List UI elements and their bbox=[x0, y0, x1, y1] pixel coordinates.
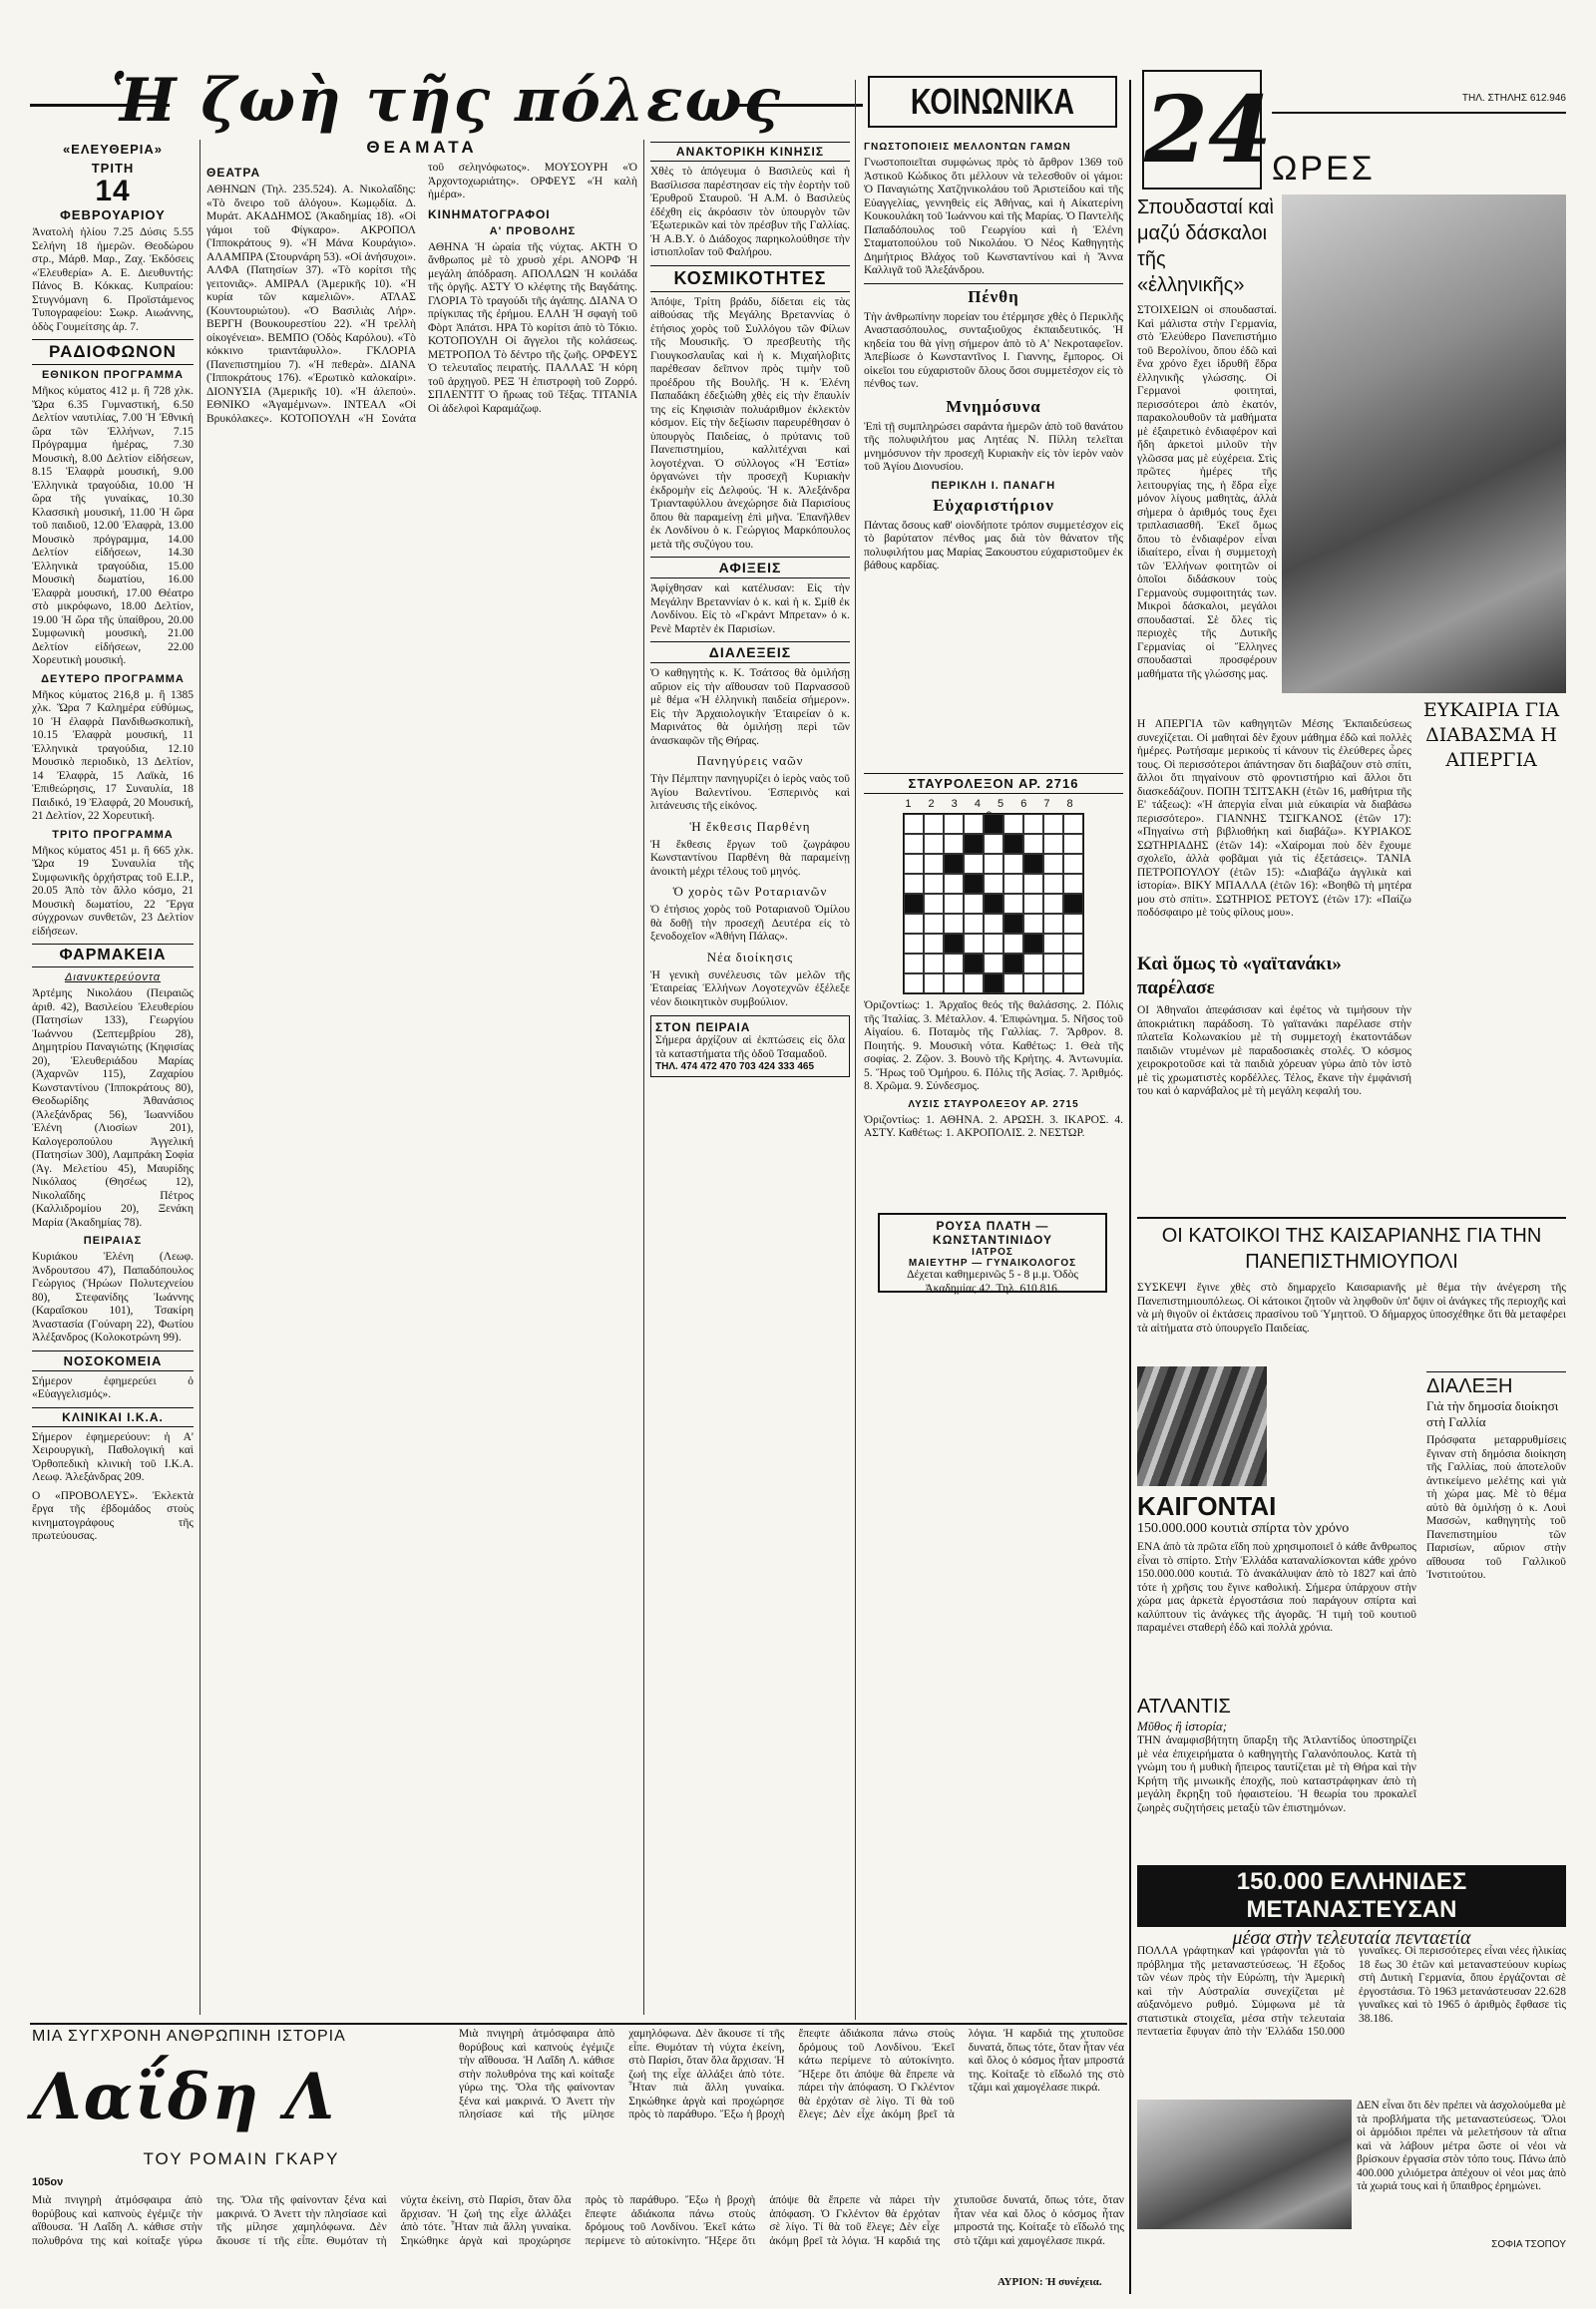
peiraias-ad-city: ΣΤΟΝ ΠΕΙΡΑΙΑ bbox=[655, 1020, 751, 1034]
exhibition-text: Ἡ ἔκθεσις ἔργων τοῦ ζωγράφου Κωνσταντίνου Παρθένη θὰ παραμείνῃ ἀνοικτὴ μέχρι τέλους τοῦ μηνός. bbox=[650, 838, 850, 878]
memorials-text: Ἐπὶ τῇ συμπληρώσει σαράντα ἡμερῶν ἀπὸ τοῦ θανάτου τῆς πολυφιλήτου μας Λητέας Ν. Πίλλη τελεῖται μνημόσυνον τὴν προσεχῆ Κυριακὴν εἰς τὸν ἱερὸν ναὸν τοῦ Ἁγίου Διονυσίου. bbox=[864, 420, 1123, 473]
radio-third-heading: ΤΡΙΤΟ ΠΡΟΓΡΑΜΜΑ bbox=[52, 828, 174, 841]
serial-number bbox=[32, 2176, 92, 2192]
serial-upper-body bbox=[459, 2028, 1124, 2192]
crossword-cell bbox=[984, 874, 1003, 894]
radio-heading: ΡΑΔΙΟΦΩΝΟΝ bbox=[32, 339, 194, 365]
kaisariani-article bbox=[1137, 1282, 1566, 1361]
serial-next-text: ΑΥΡΙΟΝ: Ἡ συνέχεια. bbox=[998, 2276, 1102, 2288]
crossword-cell bbox=[1043, 854, 1063, 874]
crossword-cell bbox=[1003, 834, 1023, 854]
crossword-cell bbox=[964, 934, 984, 954]
serial-banner bbox=[32, 2028, 451, 2048]
serial-next bbox=[998, 2276, 1124, 2292]
palace-text: Χθὲς τὸ ἀπόγευμα ὁ Βασιλεὺς καὶ ἡ Βασίλισσα παρέστησαν εἰς τὴν ἑορτὴν τοῦ Ἐρυθροῦ Σταυροῦ. Ἡ Α.Μ. ὁ Βασιλεὺς ἐδέχθη εἰς ἀκρόασιν τὸν ὑπουργὸν τῶν Ἐξωτερικῶν καὶ τὸν πρέσβυν τῆς Γαλλίας. Ἡ Α.Β.Υ. ὁ Διάδοχος παρηκολούθησε τὴν ἱστιοπλοΐαν τοῦ Φαλήρου. bbox=[650, 166, 850, 258]
almanac-date: 14 bbox=[95, 175, 131, 207]
crossword-cell bbox=[924, 834, 944, 854]
serial-banner-text: ΜΙΑ ΣΥΓΧΡΟΝΗ ΑΝΘΡΩΠΙΝΗ ΙΣΤΟΡΙΑ bbox=[32, 2028, 346, 2045]
kaisariani-headline: ΟΙ ΚΑΤΟΙΚΟΙ ΤΗΣ ΚΑΙΣΑΡΙΑΝΗΣ ΓΙΑ ΤΗΝ ΠΑΝΕΠΙΣΤΗΜΙΟΥΠΟΛΙ bbox=[1137, 1217, 1566, 1275]
theamata-heading: ΘΕΑΜΑΤΑ bbox=[366, 138, 478, 157]
lecture-headline: ΔΙΑΛΕΞΗ bbox=[1426, 1371, 1566, 1398]
crossword-cell bbox=[924, 894, 944, 914]
emigration-sign-text: ΣΟΦΙΑ ΤΣΟΠΟΥ bbox=[1491, 2239, 1566, 2250]
thanks-heading: Εὐχαριστήριον bbox=[933, 495, 1054, 515]
feasts-text: Τὴν Πέμπτην πανηγυρίζει ὁ ἱερὸς ναὸς τοῦ Ἁγίου Βαλεντίνου. Ἑσπερινὸς καὶ λιτάνευσις τῆς εἰκόνος. bbox=[650, 773, 850, 812]
hospitals-heading: ΝΟΣΟΚΟΜΕΙΑ bbox=[32, 1350, 194, 1371]
almanac-paper: «ΕΛΕΥΘΕΡΙΑ» bbox=[62, 142, 164, 157]
serial-title: Λαΐδη Λ bbox=[32, 2060, 337, 2134]
serial-text: Μιὰ πνιγηρὴ ἀτμόσφαιρα ἀπὸ θορύβους καὶ καπνοὺς ἐγέμιζε τὴν αἴθουσα. Ἡ Λαΐδη Λ. κάθισε στὴν πολυθρόνα της καὶ κοίταξε γύρω της. Ὅλα τῆς φαίνονταν ξένα καὶ μακρινά. Ὁ Ἀνεττ τὴν πλησίασε καὶ τῆς μίλησε χαμηλόφωνα. Δὲν ἄκουσε τί τῆς εἶπε. Θυμόταν τὴ νύχτα ἐκείνη, στὸ Παρίσι, ὅταν ὅλα ἄρχισαν. Ἡ ζωή της εἶχε ἀλλάξει ἀπὸ τότε. Ἦταν πιὰ ἄλλη γυναίκα. Σηκώθηκε ἀργὰ καὶ προχώρησε πρὸς τὸ παράθυρο. Ἔξω ἡ βροχὴ ἔπεφτε ἀδιάκοπα πάνω στοὺς δρόμους τοῦ Λονδίνου. Ἐκεῖ κάτω περίμενε τὸ αὐτοκίνητο. Ἤξερε ὅτι ἀπόψε θὰ ἔπρεπε νὰ πάρει τὴν ἀπόφαση. Ὁ Γκλέντον θὰ ἐρχόταν σὲ λίγο. Τί θὰ τοῦ ἔλεγε; Δὲν εἶχε ἀκόμη βρεῖ τὰ λόγια. Ἡ καρδιά της χτυποῦσε δυνατά, ὅπως τότε, ὅταν ἦταν νέα καὶ ὅλος ὁ κόσμος ἦταν μπροστά της. Κοίταξε τὸ εἴδωλό της στὸ τζάμι καὶ χαμογέλασε πικρά. bbox=[32, 2194, 1124, 2247]
crossword-cell bbox=[1043, 973, 1063, 993]
crossword-cell bbox=[984, 894, 1003, 914]
rotary-heading: Ὁ χορὸς τῶν Ροταριανῶν bbox=[672, 884, 828, 899]
almanac-text: Ἀνατολὴ ἡλίου 7.25 Δύσις 5.55 Σελήνη 18 ἡμερῶν. Θεοδώρου στρ., Μάρθ. Μαρ., Ζαχ. Ἐκδόσεις «Ἐλευθερία» Α. Ε. Διευθυντής: Πάνος Β. Κόκκας. Κυπραίου: Στυγνόμανη 6. Προϊστάμενος Τυπογραφείου: Σωκρ. Αιωάννης, ὁδὸς Γουμείτσης ἀρ. 7. bbox=[32, 226, 194, 333]
kaisariani-text: ΣΥΣΚΕΨΙ ἔγινε χθὲς στὸ δημαρχεῖο Καισαριανῆς μὲ θέμα τὴν ἀνέγερση τῆς Πανεπιστημιουπόλεως. Οἱ κάτοικοι ζητοῦν νὰ ληφθοῦν ὑπ' ὄψιν οἱ ἀνάγκες τῆς περιοχῆς καὶ νὰ μὴ θιγοῦν οἱ ἐκτάσεις πρασίνου τοῦ Ὑμηττοῦ. Ὁ δήμαρχος ὑποσχέθηκε ὅτι θὰ μεταφέρει τὰ αἰτήματα στὸ ὑπουργεῖο Παιδείας. bbox=[1137, 1282, 1566, 1335]
emigration-continued bbox=[1357, 2100, 1566, 2234]
crossword-cell bbox=[964, 814, 984, 834]
peiraias-ad-box bbox=[650, 1015, 850, 1077]
kaisariani-headline-box bbox=[1137, 1217, 1566, 1277]
crossword-cell bbox=[964, 914, 984, 934]
emigration-text: ΠΟΛΛΑ γράφτηκαν καὶ γράφονται γιὰ τὸ πρόβλημα τῆς μεταναστεύσεως. Ἡ ἔξοδος τῶν νέων πρὸς τὴν Εὐρώπη, τὴν Ἀμερικὴ καὶ τὴν Αὐστραλία συνεχίζεται μὲ αὐξανόμενο ρυθμό. Σύμφωνα μὲ τὰ στατιστικὰ στοιχεῖα, μέσα στὴν τελευταία πενταετία ἔφυγαν ἀπὸ τὴν Ἑλλάδα 150.000 γυναῖκες. Οἱ περισσότερες εἶναι νέες ἡλικίας 18 ἕως 30 ἐτῶν καὶ μεταναστεύουν κυρίως στὴ Δυτικὴ Γερμανία, ὅπου ἐργάζονται σὲ ἐργοστάσια. Τὸ 1963 μετανάστευσαν 22.628 γυναῖκες καὶ τὸ 1965 ὁ ἀριθμὸς ἔφθασε τὶς 38.186. bbox=[1137, 1945, 1566, 2038]
almanac-month: ΦΕΒΡΟΥΑΡΙΟΥ bbox=[60, 207, 166, 222]
serial-author: ΤΟΥ ΡΟΜΑΙΝ ΓΚΑΡΥ bbox=[143, 2149, 340, 2168]
crossword-cell bbox=[984, 834, 1003, 854]
emigration-headline-box bbox=[1137, 1865, 1566, 1949]
crossword-number-row: 1 2 3 4 5 6 7 8 bbox=[905, 798, 1080, 810]
hours-24-box bbox=[1142, 70, 1273, 190]
rotary-text: Ὁ ἐτήσιος χορὸς τοῦ Ροταριανοῦ Ὁμίλου θὰ δοθῇ τὴν προσεχῆ Δευτέρα εἰς τὸ ξενοδοχεῖον «Ἀθήνη Πάλας». bbox=[650, 904, 850, 943]
gaitanaki-article bbox=[1137, 953, 1411, 1212]
crossword-cell bbox=[1043, 954, 1063, 973]
crossword-cell bbox=[924, 973, 944, 993]
pharmacy-peiraias-heading: ΠΕΙΡΑΙΑΣ bbox=[83, 1235, 143, 1247]
crossword-cell bbox=[964, 894, 984, 914]
crossword-cell bbox=[904, 954, 924, 973]
hospitals-text: Σήμερον ἐφημερεύει ὁ «Εὐαγγελισμός». bbox=[32, 1374, 194, 1400]
crossword-numbers bbox=[898, 798, 1087, 812]
crossword-cell bbox=[944, 973, 964, 993]
crossword-clues: Ὁριζοντίως: 1. Ἀρχαῖος θεός τῆς θαλάσσης. 2. Πόλις τῆς Ἰταλίας. 3. Μέταλλον. 4. Ἐπιφώνημα. 5. Νῆσος τοῦ Αἰγαίου. 6. Ποταμὸς τῆς Γαλλίας. 7. Ἄρθρον. 8. Ποιητής. 9. Μουσικὴ νότα. Καθέτως: 1. Θεὰ τῆς σοφίας. 2. Ζῷον. 3. Βουνὸ τῆς Κρήτης. 4. Ἀντωνυμία. 5. Ἥρως τοῦ Ὁμήρου. 6. Πόλις τῆς Ἀσίας. 7. Ἀριθμός. 8. Χρῶμα. 9. Σύνδεσμος. bbox=[864, 999, 1123, 1092]
crossword-cell bbox=[1043, 834, 1063, 854]
crossword-cell bbox=[1023, 874, 1043, 894]
weddings-text: Γνωστοποιεῖται συμφώνως πρὸς τὸ ἄρθρον 1369 τοῦ Ἀστικοῦ Κώδικος ὅτι μέλλουν νὰ τελεσθοῦν οἱ γάμοι: Ὁ Παναγιώτης Χατζηνικολάου τοῦ Ἀριστείδου καὶ τῆς Εὐαγγελίας, γεννηθεὶς εἰς Ἀθήνας, καὶ ἡ Αἰκατερίνη Κουκουλάκη τοῦ Ἰωάννου καὶ τῆς Μαρίας. Ὁ Παντελῆς Παπαδόπουλος τοῦ Γεωργίου καὶ ἡ Ἑλένη Σταματοπούλου τοῦ Νικολάου. Ὁ Νέος Καθηγητὴς Δημήτριος Βλάχος τοῦ Κωνσταντίνου καὶ ἡ Ἄννα Καλλιγᾶ τοῦ Ἀλεξάνδρου. bbox=[864, 157, 1123, 276]
crossword-cell bbox=[1003, 934, 1023, 954]
lecture-article bbox=[1426, 1371, 1566, 1870]
emigration-sign bbox=[1426, 2239, 1566, 2255]
theamata-body bbox=[206, 162, 637, 2017]
crossword-cell bbox=[904, 914, 924, 934]
mourning-heading: Πένθη bbox=[864, 283, 1123, 307]
kosmikotites-heading: ΚΟΣΜΙΚΟΤΗΤΕΣ bbox=[650, 265, 850, 292]
crossword-cell bbox=[1043, 894, 1063, 914]
doctor-title: ΙΑΤΡΟΣ bbox=[972, 1247, 1013, 1258]
crossword-cell bbox=[944, 834, 964, 854]
arrivals-heading: ΑΦΙΞΕΙΣ bbox=[650, 557, 850, 578]
crossword-grid bbox=[903, 813, 1084, 994]
pharmacy-sub: Διανυκτερεύοντα bbox=[64, 971, 162, 983]
crossword-cell bbox=[1063, 973, 1083, 993]
thanks-text: Πάντας ὅσους καθ' οἱονδήποτε τρόπον συμμετέσχον εἰς τὸ βαρύτατον πένθος μας διὰ τὸν θάνατον τῆς πολυφιλήτου μας Μαρίας Ξακουστου εὐχαριστοῦμεν ἐκ βάθους καρδίας. bbox=[864, 519, 1123, 572]
crossword-cell bbox=[924, 874, 944, 894]
hours-24-number: 24 bbox=[1144, 76, 1273, 184]
peiraias-ad-phones: ΤΗΛ. 474 472 470 703 424 333 465 bbox=[655, 1061, 815, 1072]
crossword-cell bbox=[904, 894, 924, 914]
crossword-cell bbox=[924, 814, 944, 834]
crossword-cell bbox=[1063, 874, 1083, 894]
crossword-cell bbox=[1023, 973, 1043, 993]
crossword-cell bbox=[1003, 954, 1023, 973]
crossword-cell bbox=[984, 954, 1003, 973]
crossword-cell bbox=[964, 874, 984, 894]
matchbox-photo bbox=[1137, 1366, 1267, 1486]
society-header-box bbox=[868, 76, 1117, 128]
serial-upper-text: Μιὰ πνιγηρὴ ἀτμόσφαιρα ἀπὸ θορύβους καὶ καπνοὺς ἐγέμιζε τὴν αἴθουσα. Ἡ Λαΐδη Λ. κάθισε στὴν πολυθρόνα της καὶ κοίταξε γύρω της. Ὅλα τῆς φαίνονταν ξένα καὶ μακρινά. Ὁ Ἀνεττ τὴν πλησίασε καὶ τῆς μίλησε χαμηλόφωνα. Δὲν ἄκουσε τί τῆς εἶπε. Θυμόταν τὴ νύχτα ἐκείνη, στὸ Παρίσι, ὅταν ὅλα ἄρχισαν. Ἡ ζωή της εἶχε ἀλλάξει ἀπὸ τότε. Ἦταν πιὰ ἄλλη γυναίκα. Σηκώθηκε ἀργὰ καὶ προχώρησε πρὸς τὸ παράθυρο. Ἔξω ἡ βροχὴ ἔπεφτε ἀδιάκοπα πάνω στοὺς δρόμους τοῦ Λονδίνου. Ἐκεῖ κάτω περίμενε τὸ αὐτοκίνητο. Ἤξερε ὅτι ἀπόψε θὰ ἔπρεπε νὰ πάρει τὴν ἀπόφαση. Ὁ Γκλέντον θὰ ἐρχόταν σὲ λίγο. Τί θὰ τοῦ ἔλεγε; Δὲν εἶχε ἀκόμη βρεῖ τὰ λόγια. Ἡ καρδιά της χτυποῦσε δυνατά, ὅπως τότε, ὅταν ἦταν νέα καὶ ὅλος ὁ κόσμος ἦταν μπροστά της. Κοίταξε τὸ εἴδωλό της στὸ τζάμι καὶ χαμογέλασε πικρά. bbox=[459, 2028, 1124, 2120]
kosmikotites-text: Ἀπόψε, Τρίτη βράδυ, δίδεται εἰς τὰς αἰθούσας τῆς Μεγάλης Βρεταννίας ὁ ἐτήσιος χορὸς τοῦ Συλλόγου τῶν Φίλων τῆς Μουσικῆς. Ὁ πρεσβευτὴς τῆς Γιουγκοσλαυΐας καὶ ἡ κ. Μιχαήλοβιτς παρέθεσαν δεῖπνον πρὸς τιμὴν τοῦ προέδρου τῆς Βουλῆς. Ἡ κ. Ἑλένη Παπαδάκη ἐδεξιώθη χθὲς εἰς τὴν ἔπαυλίν της εἰς Κηφισιὰν πολυάριθμον ἐκλεκτὸν κόσμον. Εἰς τὴν δεξίωσιν παρευρέθησαν ὁ ὑπουργὸς Παιδείας, ὁ πρύτανις τοῦ Πανεπιστημίου, καλλιτέχναι καὶ λογοτέχναι. Ὁ σύλλογος «Ἡ Ἑστία» ὀργανώνει τὴν προσεχῆ Κυριακὴν ἐκδρομὴν εἰς Δελφούς. Ἡ κ. Ἀλεξάνδρα Τριανταφύλλου ἀνεχώρησε διὰ Παρισίους ὅπου θὰ παραμείνῃ ἐπὶ μῆνα. Ἐπανῆλθεν ἐκ Λονδίνου ὁ κ. Γεώργιος Μαρκόπουλος μετὰ τῆς συζύγου του. bbox=[650, 295, 850, 551]
students-headline: Σπουδασταί καὶ μαζύ δάσκαλοι τῆς «ἑλληνικῆς» bbox=[1137, 196, 1274, 296]
mourning-text: Τὴν ἀνθρωπίνην πορείαν του ἐτέρμησε χθὲς ὁ Περικλῆς Αναστασόπουλος, συνταξιοῦχος ἐκπαιδευτικός. Ἡ κηδεία του θὰ γίνῃ σήμερον ἀπὸ τὸ Α' Νεκροταφεῖον. Ἀπεβίωσε ὁ Κωνσταντῖνος Ι. Γιαννης, ἔμπορος. Οἱ οἰκεῖοι του εὐχαριστοῦν ὅλους ὅσοι συμμετέσχον εἰς τὸ πένθος των. bbox=[864, 310, 1123, 390]
radio-national-text: Μῆκος κύματος 412 μ. ἢ 728 χλκ. Ὥρα 6.35 Γυμναστική, 6.50 Δελτίον ναυτιλίας, 7.00 Ἡ Ἐθνική ὥρα τῶν Ἐλλήνων, 7.15 Πρόγραμμα ἡμέρας, 7.30 Μουσικὴ, 8.00 Δελτίον εἰδήσεων, 8.15 Ἐλαφρὰ μουσική, 9.00 Ἑλληνικὰ τραγούδια, 10.00 Ἡ ὥρα τῆς γυναίκας, 10.30 Κλασσικὴ μουσική, 11.00 Ἡ ὥρα τοῦ παιδιοῦ, 12.00 Ἐλαφρὰ, 13.00 Μουσικὸ πρόγραμμα, 14.00 Δελτίον εἰδήσεων, 14.30 Ἑλληνικὰ τραγούδια, 15.00 Μουσικὴ δωματίου, 16.00 Ἐλαφρὰ μουσική, 17.00 Θέατρο στὸ μικρόφωνο, 18.00 Δελτίον, 19.00 Ἡ ὥρα τῆς ὑπαίθρου, 20.00 Συμφωνικὴ μουσικὴ, 21.00 Δελτίον εἰδήσεων, 22.00 Χορευτικὴ μουσική. bbox=[32, 385, 194, 666]
strike-headline-box bbox=[1416, 698, 1566, 808]
crossword-cell bbox=[924, 854, 944, 874]
cinemas-a-heading: Α' ΠΡΟΒΟΛΗΣ bbox=[489, 224, 577, 237]
crossword-cell bbox=[1003, 814, 1023, 834]
gaitanaki-text: ΟΙ Ἀθηναῖοι ἀπεφάσισαν καὶ ἐφέτος νὰ τιμήσουν τὴν ἀποκριάτικη παράδοση. Τὸ γαϊτανάκι παρέλασε στὴν πλατεῖα Κολωνακίου μὲ τὴ συμμετοχὴ ἑκατοντάδων παιδιῶν ντυμένων μὲ παραδοσιακὲς στολές. Ὁ κόσμος χειροκροτοῦσε καὶ τὰ παιδιὰ χόρευαν γύρω ἀπὸ τὸν ἱστὸ μὲ τὶς χρωματιστὲς κορδέλλες. Τέλος, ἔκανε τὴν ἐμφάνισή του καὶ ὁ καρνάβαλος μὲ τὴ μεγάλη κεφαλή του. bbox=[1137, 1004, 1411, 1097]
radio-third-text: Μῆκος κύματος 451 μ. ἢ 665 χλκ. Ὥρα 19 Συναυλία τῆς Συμφωνικῆς ὀρχήστρας τοῦ Ε.Ι.Ρ., 20.05 Ἀπὸ τὸν ἄλλο κόσμο, 21 Μουσικὴ δωματίου, 22 Ἔργα σύγχρονων συνθετῶν, 23 Δελτίον εἰδήσεων. bbox=[32, 844, 194, 938]
crossword-cell bbox=[944, 814, 964, 834]
lectures-heading: ΔΙΑΛΕΞΕΙΣ bbox=[650, 641, 850, 663]
perikli-name: ΠΕΡΙΚΛΗ Ι. ΠΑΝΑΓΗ bbox=[931, 479, 1056, 492]
crossword-cell bbox=[964, 973, 984, 993]
lectures-text: Ὁ καθηγητὴς κ. Κ. Τσάτσος θὰ ὁμιλήσῃ αὔριον εἰς τὴν αἴθουσαν τοῦ Παρνασσοῦ μὲ θέμα «Ἡ ἑλληνικὴ παιδεία σήμερον». Εἰς τὴν Ἀρχαιολογικὴν Ἑταιρείαν ὁ κ. Μαρινάτος θὰ ὁμιλήσῃ περὶ τῶν ἀνασκαφῶν τῆς Θήρας. bbox=[650, 667, 850, 747]
memorials-heading: Μνημόσυνα bbox=[946, 396, 1041, 416]
crossword-cell bbox=[944, 934, 964, 954]
crossword-cell bbox=[944, 854, 964, 874]
ika-heading: ΚΛΙΝΙΚΑΙ Ι.Κ.Α. bbox=[32, 1407, 194, 1427]
crossword-cell bbox=[944, 954, 964, 973]
strike-text: Η ΑΠΕΡΓΙΑ τῶν καθηγητῶν Μέσης Ἐκπαιδεύσεως συνεχίζεται. Οἱ μαθηταὶ δὲν ἔχουν μάθημα ἐδῶ καὶ πολλὲς ἡμέρες. Ρωτήσαμε μερικοὺς τί κάνουν τὶς ἐλεύθερες ὧρες τους. Οἱ περισσότεροι ἀπάντησαν ὅτι διαβάζουν στὸ σπίτι, ἄλλοι ὅτι πηγαίνουν στὸ φροντιστήριο καὶ ἄλλοι ὅτι διασκεδάζουν. ΠΟΠΗ ΤΣΙΤΣΑΚΗ (ἐτῶν 16, μαθήτρια τῆς Ε' τάξεως): «Ἡ ἀπεργία εἶναι μιὰ εὐκαιρία νὰ διαβάσω περισσότερο». ΓΙΑΝΝΗΣ ΤΣΙΓΚΑΝΟΣ (ἐτῶν 17): «Πηγαίνω στὴ βιβλιοθήκη καὶ διαβάζω». ΚΥΡΙΑΚΟΣ ΣΩΤΗΡΙΑΔΗΣ (ἐτῶν 14): «Χαίρομαι ποὺ δὲν ἔχουμε σχολεῖο, ἀλλὰ φοβᾶμαι γιὰ τὶς ἐξετάσεις». ΤΑΝΙΑ ΠΕΤΡΟΠΟΥΛΟΥ (ἐτῶν 15): «Διαβάζω ἀγγλικὰ καὶ ἱστορία». ΒΙΚΥ ΜΠΑΛΛΑ (ἐτῶν 16): «Βοηθῶ τὴ μητέρα μου στὸ σπίτι». ΣΩΤΗΡΙΟΣ ΡΕΤΟΥΣ (ἐτῶν 17): «Παίζω ποδόσφαιρο μὲ τοὺς φίλους μου». bbox=[1137, 718, 1411, 919]
cinemas-heading: ΚΙΝΗΜΑΤΟΓΡΑΦΟΙ bbox=[428, 206, 551, 221]
cinemas-text: ΑΘΗΝΑ Ἡ ὡραία τῆς νύχτας. ΑΚΤΗ Ὁ ἄνθρωπος μὲ τὸ χρυσὸ χέρι. ΑΝΟΡΦ Ἡ μεγάλη ἀπόδραση. ΑΠΟΛΛΩΝ Ἡ κοιλάδα τῆς ὀργῆς. ΑΣΤΥ Ὁ κλέφτης τῆς Βαγδάτης. ΓΛΟΡΙΑ Τὸ τραγούδι τῆς ἀγάπης. ΔΙΑΝΑ Ὁ πρίγκιπας τῆς ἐρήμου. ΕΛΛΗ Ἡ σφαγὴ τοῦ Φὸρτ Ἀπάτσι. ΗΡΑ Τὸ κορίτσι ἀπὸ τὸ Τόκιο. ΚΟΤΟΠΟΥΛΗ Οἱ ἄγγελοι τῆς κολάσεως. ΜΕΤΡΟΠΟΛ Τὸ δέντρο τῆς ζωῆς. ΟΡΦΕΥΣ Ὁ τελευταῖος πειρατής. ΠΑΛΛΑΣ Ἡ κόρη τοῦ ἀρχηγοῦ. ΡΕΞ Ἡ ἐπιστροφὴ τοῦ Ζορρό. ΣΠΛΕΝΤΙΤ Ὁ ἥρωας τοῦ Τέξας. ΤΙΤΑΝΙΑ Οἱ ἀδελφοὶ Καραμάζωφ. bbox=[428, 240, 637, 415]
column-almanac-radio bbox=[32, 138, 194, 2013]
matches-article bbox=[1137, 1491, 1416, 1691]
crossword-cell bbox=[964, 954, 984, 973]
students-photo bbox=[1282, 194, 1566, 693]
crossword-cell bbox=[1003, 894, 1023, 914]
hours-label bbox=[1272, 150, 1411, 190]
theatres-heading: ΘΕΑΤΡΑ bbox=[206, 166, 261, 180]
pharmacy-text: Ἀρτέμης Νικολάου (Πειραιῶς ἀριθ. 42), Βασιλείου Ἐλευθερίου (Πατησίων 133), Γεωργίου Ἰωάννου (Σεπτεμβρίου 28), Δημητρίου Παναγιώτης (Κηφισίας 20), Ἐλευθεριάδου Μαρίας (Ἀχαρνῶν 115), Ζαχαρίου Κωνσταντίνου (Ἱπποκράτους 80), Θεοδωρίδης Ἀθανάσιος (Ἀλεξάνδρας 56), Ἰωαννίδου Ἑλένη (Λιοσίων 201), Καλογεροπούλου Ἀγγελική (Πατησίων 300), Λαμπράκη Σοφία (Ἁγ. Μελετίου 45), Μαυρίδης Νικόλαος (Θησέως 12), Νικολαΐδης Πέτρος (Καλλιδρομίου 20), Ξενάκη Μαρία (Ἀκαδημίας 78). bbox=[32, 987, 194, 1229]
crossword-cell bbox=[904, 934, 924, 954]
gaitanaki-headline: Καὶ ὅμως τὸ «γαϊτανάκι» παρέλασε bbox=[1137, 954, 1342, 998]
crossword-title-box bbox=[864, 773, 1123, 797]
emigration-headline: 150.000 ΕΛΛΗΝΙΔΕΣ ΜΕΤΑΝΑΣΤΕΥΣΑΝ bbox=[1137, 1865, 1566, 1927]
society-title: ΚΟΙΝΩΝΙΚΑ bbox=[910, 81, 1075, 122]
emigration-sub: μέσα στὴν τελευταία πενταετία bbox=[1232, 1927, 1471, 1949]
serial-title-box bbox=[32, 2053, 451, 2147]
atlantis-sub: Μῦθος ἢ ἱστορία; bbox=[1137, 1719, 1228, 1733]
matches-sub: 150.000.000 κουτιὰ σπίρτα τὸν χρόνο bbox=[1137, 1521, 1350, 1536]
crossword-cell bbox=[924, 954, 944, 973]
crossword-cell bbox=[1023, 954, 1043, 973]
crossword-cell bbox=[984, 914, 1003, 934]
crossword-cell bbox=[984, 934, 1003, 954]
theamata-header bbox=[206, 138, 637, 158]
arrivals-text: Ἀφίχθησαν καὶ κατέλυσαν: Εἰς τὴν Μεγάλην Βρεταννίαν ὁ κ. καὶ ἡ κ. Σμίθ ἐκ Λονδίνου. Εἰς τὸ «Γκράντ Μπρεταν» ὁ κ. Ρενὲ Μαρτὲν ἐκ Παρισίων. bbox=[650, 582, 850, 635]
crossword-title: ΣΤΑΥΡΟΛΕΞΟΝ ΑΡ. 2716 bbox=[864, 773, 1123, 794]
crossword-cell bbox=[944, 894, 964, 914]
peiraias-ad-text: Σήμερα ἀρχίζουν αἱ ἐκπτώσεις εἰς ὅλα τὰ καταστήματα τῆς ὁδοῦ Τσαμαδοῦ. bbox=[655, 1034, 845, 1060]
crossword-cell bbox=[1043, 914, 1063, 934]
column-palace-society bbox=[650, 138, 850, 2013]
crossword-cell bbox=[984, 854, 1003, 874]
matches-text: ΕΝΑ ἀπὸ τὰ πρῶτα εἴδη ποὺ χρησιμοποιεῖ ὁ κάθε ἄνθρωπος εἶναι τὸ σπίρτο. Στὴν Ἑλλάδα καταναλίσκονται κάθε χρόνο 150.000.000 κουτιά. Τὸ ἀνακάλυψαν ἀπὸ τὸ 1827 καὶ ἀπὸ τότε ἡ χρῆσις του ἔγινε καθολική. Σήμερα ὑπάρχουν στὴν χώρα μας ἀρκετὰ ἐργοστάσια ποὺ παράγουν σπίρτα καὶ καλύπτουν τὶς ἀνάγκες τῆς ἀγορᾶς. Ἡ τιμὴ τοῦ κουτιοῦ παραμένει σταθερὴ ἐδῶ καὶ πολλὰ χρόνια. bbox=[1137, 1541, 1416, 1634]
weddings-heading: ΓΝΩΣΤΟΠΟΙΕΙΣ ΜΕΛΛΟΝΤΩΝ ΓΑΜΩΝ bbox=[864, 142, 1071, 153]
ika-text: Σήμερον ἐφημερεύουν: ἡ Α' Χειρουργικὴ, Παθολογική καὶ Ὀρθοπεδικὴ κλινικὴ τοῦ Ι.Κ.Α. Λεωφ. Ἀλεξάνδρας 209. bbox=[32, 1430, 194, 1483]
phone-text: ΤΗΛ. ΣΤΗΛΗΣ 612.946 bbox=[1461, 93, 1566, 104]
matches-headline: ΚΑΙΓΟΝΤΑΙ bbox=[1137, 1491, 1277, 1521]
crossword-cell bbox=[944, 874, 964, 894]
crossword-cell bbox=[904, 854, 924, 874]
students-text: ΣΤΟΙΧΕΙΩΝ οἱ σπουδασταί. Καὶ μάλιστα στὴν Γερμανία, στὸ Ἐλεύθερο Πανεπιστήμιο τοῦ Βερολίνου, ὅπου ἐδῶ καὶ ἕνα χρόνο ἔχει ἱδρυθῆ ἕδρα ἑλληνικῆς γλώσσης. Οἱ Γερμανοὶ φοιτηταὶ, περισσότεροι ἀπὸ ἑκατόν, παρακολουθοῦν τὰ μαθήματα μὲ ἐξαιρετικὸ ἐνδιαφέρον καὶ ἤδη ἀρκετοὶ μιλοῦν τὴν γλῶσσα μας μὲ εὐχέρεια. Στὶς πρῶτες ἡμέρες τῆς λειτουργίας της, ἡ ἕδρα εἶχε μόνον λίγους μαθητὰς, ἀλλὰ σήμερα ὁ ἀριθμός τους ἔχει τριπλασιασθῆ. Ἐκεῖ ὅμως ὅπου τὸ ἐνδιαφέρον εἶναι ἰδιαίτερο, εἶναι ἡ συμμετοχὴ τῶν Ἑλλήνων φοιτητῶν οἱ ὁποῖοι διδάσκουν τοὺς Γερμανοὺς συμφοιτητάς των. Μικροὶ δάσκαλοι, μεγάλοι σπουδασταί. Σὲ ὅλες τὶς περιοχὲς τῆς Δυτικῆς Γερμανίας οἱ Ἕλληνες σπουδασταὶ προσφέρουν μαθήματα τῆς γλώσσης μας. bbox=[1137, 304, 1277, 680]
crossword-cell bbox=[1023, 854, 1043, 874]
crossword-cell bbox=[1063, 814, 1083, 834]
serial-body bbox=[32, 2194, 1124, 2289]
doctor-name: ΡΟΥΣΑ ΠΛΑΤΗ — ΚΩΝΣΤΑΝΤΙΝΙΔΟΥ bbox=[933, 1219, 1052, 1247]
atlantis-headline: ΑΤΛΑΝΤΙΣ bbox=[1137, 1696, 1231, 1718]
new-board-heading: Νέα διοίκησις bbox=[706, 949, 794, 964]
radio-second-heading: ΔΕΥΤΕΡΟ ΠΡΟΓΡΑΜΜΑ bbox=[41, 672, 185, 685]
pharmacy-heading: ΦΑΡΜΑΚΕΙΑ bbox=[32, 944, 194, 967]
feasts-heading: Πανηγύρεις ναῶν bbox=[696, 753, 804, 768]
crossword-cell bbox=[904, 814, 924, 834]
radio-second-text: Μῆκος κύματος 216,8 μ. ἢ 1385 χλκ. Ὥρα 7 Καλημέρα εὐθύμως, 10 Ἡ ἐλαφρὰ Πανδιθωσκοπικὴ, 10.15 Ἐλαφρὰ μουσική, 11 Ἑλληνικὰ τραγούδια, 12.10 Μουσικὸ περιοδικὸ, 13 Δελτίον, 14 Ἐλαφρὰ, 15 Λαϊκὰ, 16 Ἐπιθεώρησις, 17 Συναυλία, 18 Παιδικό, 19 Ἐλαφρά, 20 Μουσική, 21 Δελτίον, 22 Χορευτική. bbox=[32, 688, 194, 822]
provoleus-text: Ο «ΠΡΟΒΟΛΕΥΣ». Ἐκλεκτὰ ἔργα τῆς ἐβδομάδος στοὺς κινηματογράφους τῆς πρωτεύουσας. bbox=[32, 1489, 194, 1542]
crossword-cell bbox=[1003, 914, 1023, 934]
crossword-cell bbox=[1023, 834, 1043, 854]
crossword-cell bbox=[984, 973, 1003, 993]
crossword-cell bbox=[1003, 854, 1023, 874]
crossword-cell bbox=[904, 973, 924, 993]
masthead-title: Ἡ ζωὴ τῆς πόλεως bbox=[110, 66, 783, 136]
crossword-cell bbox=[904, 874, 924, 894]
crossword-solution: Ὁριζοντίως: 1. ΑΘΗΝΑ. 2. ΑΡΩΣΗ. 3. ΙΚΑΡΟΣ. 4. ΑΣΤΥ. Καθέτως: 1. ΑΚΡΟΠΟΛΙΣ. 2. ΝΕΣΤΩΡ. bbox=[864, 1113, 1123, 1139]
emigration-continued-text: ΔΕΝ εἶναι ὅτι δὲν πρέπει νὰ ἀσχολούμεθα μὲ τὰ προβλήματα τῆς μεταναστεύσεως. Ὅλοι οἱ ἁρμόδιοι πρέπει νὰ μελετήσουν τὰ αἴτια καὶ νὰ λάβουν μέτρα ὥστε οἱ νέοι νὰ βρίσκουν ἐργασία στὸν τόπο τους. Πάνω ἀπὸ 400.000 χιλιόμετρα ἀπέχουν οἱ νέοι μας ἀπὸ τὰ χωριά τους καὶ ἡ ὕπαιθρος ἐρημώνει. bbox=[1357, 2100, 1566, 2192]
crossword-cell bbox=[964, 834, 984, 854]
column-society-notices bbox=[864, 138, 1123, 766]
students-article bbox=[1137, 194, 1277, 713]
exhibition-heading: Ἡ ἔκθεσις Παρθένη bbox=[689, 818, 811, 834]
strike-headline: ΕΥΚΑΙΡΙΑ ΓΙΑ ΔΙΑΒΑΣΜΑ Η ΑΠΕΡΓΙΑ bbox=[1422, 699, 1560, 771]
pharmacy-peiraias-text: Κυριάκου Ἑλένη (Λεωφ. Ἀνδρουτσου 47), Παπαδόπουλος Γεώργιος (Ἡρώων Πολυτεχνείου 80), Στεφανίδης Ἰωάννης (Καραΐσκου 101), Τσακίρη Ἀναστασία (Γούναρη 22), Φωτίου Ἀλέξανδρος (Κολοκοτρώνη 99). bbox=[32, 1251, 194, 1344]
theatres-text: ΑΘΗΝΩΝ (Τηλ. 235.524). Α. Νικολαΐδης: «Τὸ ὄνειρο τοῦ ἀλόγου». Κωμῳδία. Δ. Μυράτ. ΑΚΑΔΗΜΟΣ (Ἀκαδημίας 18). «Οἱ γάμοι τοῦ Φίγκαρο». ΑΚΡΟΠΟΛ (Ἱπποκράτους 9). «Ἡ Μάνα Κουράγιο». ΑΛΑΜΠΡΑ (Στουρνάρη 53). «Οἱ ἀνήσυχοι». ΑΛΦΑ (Πατησίων 37). «Τὸ κορίτσι τῆς γειτονιᾶς». ΑΜΙΡΑΛ (Ἀμερικῆς 10). «Ἡ κυρία τῶν καμελιῶν». ΑΤΛΑΣ (Κουντουριώτου). «Ὁ Βασιλιὰς Λήρ». ΒΕΡΓΗ (Βουκουρεστίου 22). «Ἡ τρελλὴ οἰκογένεια». ΒΕΜΠΟ (Ὁδὸς Καρόλου). «Τὸ κόκκινο τριαντάφυλλο». ΓΚΛΟΡΙΑ (Πανεπιστημίου 7). «Ἡ πεθερὰ». ΔΙΑΝΑ (Ἱπποκράτους 176). «Ἐρωτικὸ καλοκαίρι». ΔΙΟΝΥΣΙΑ (Ἀμερικῆς 10). «Ἡ ἀλεπού». ΕΘΝΙΚΟ «Ἀγαμέμνων». ΙΝΤΕΑΛ «Οἱ Βρυκόλακες». ΚΟΤΟΠΟΥΛΗ «Ἡ Σονάτα τοῦ σεληνόφωτος». ΜΟΥΣΟΥΡΗ «Ὁ Ἀρχοντοχωριάτης». ΟΡΦΕΥΣ «Ἡ καλὴ ἡμέρα». bbox=[206, 162, 637, 425]
radio-national-heading: ΕΘΝΙΚΟΝ ΠΡΟΓΡΑΜΜΑ bbox=[41, 369, 185, 381]
crossword-cell bbox=[1023, 934, 1043, 954]
crossword-cell bbox=[1043, 814, 1063, 834]
crossword-cell bbox=[1043, 934, 1063, 954]
crossword-cell bbox=[1063, 934, 1083, 954]
palace-heading: ΑΝΑΚΤΟΡΙΚΗ ΚΙΝΗΣΙΣ bbox=[650, 142, 850, 162]
crossword-cell bbox=[1063, 894, 1083, 914]
crossword-cell bbox=[1023, 894, 1043, 914]
crossword-cell bbox=[1043, 874, 1063, 894]
crossword-cell bbox=[924, 914, 944, 934]
crossword-cell bbox=[984, 814, 1003, 834]
crossword-cell bbox=[1063, 914, 1083, 934]
crossword-cell bbox=[1063, 854, 1083, 874]
doctor-spec: ΜΑΙΕΥΤΗΡ — ΓΥΝΑΙΚΟΛΟΓΟΣ bbox=[908, 1258, 1077, 1269]
crossword-cell bbox=[1063, 834, 1083, 854]
crossword-cell bbox=[904, 834, 924, 854]
atlantis-text: ΤΗΝ ἀναμφισβήτητη ὕπαρξη τῆς Ἀτλαντίδος ὑποστηρίζει μὲ νέα ἐπιχειρήματα ὁ καθηγητὴς Γαλανόπουλος. Κατὰ τὴ γνώμη του ἡ μυθικὴ ἤπειρος ταυτίζεται μὲ τὴ Θήρα καὶ τὴν Κρήτη τῆς μινωικῆς ἐποχῆς, ποὺ καταστράφηκαν ἀπὸ τὴ μεγάλη ἔκρηξη τοῦ ἡφαιστείου. Ἡ θεωρία του προκαλεῖ ζωηρὲς συζητήσεις μεταξὺ τῶν ἐπιστημόνων. bbox=[1137, 1734, 1416, 1814]
crossword-cell bbox=[1023, 814, 1043, 834]
crossword-cell bbox=[964, 854, 984, 874]
almanac-day: ΤΡΙΤΗ bbox=[91, 161, 135, 176]
phone-line bbox=[1426, 93, 1566, 109]
crossword-cell bbox=[1003, 973, 1023, 993]
emigration-article bbox=[1137, 1945, 1566, 2100]
lecture-sub: Γιὰ τὴν δημοσία διοίκησι στὴ Γαλλία bbox=[1426, 1398, 1559, 1429]
crossword-cell bbox=[944, 914, 964, 934]
crossword-cell bbox=[924, 934, 944, 954]
crossword-solution-title: ΛΥΣΙΣ ΣΤΑΥΡΟΛΕΞΟΥ ΑΡ. 2715 bbox=[908, 1098, 1079, 1110]
emigration-photo bbox=[1137, 2100, 1352, 2229]
hours-label-text: ΩΡΕΣ bbox=[1272, 150, 1376, 188]
atlantis-article bbox=[1137, 1696, 1416, 1865]
serial-number-text: 105ον bbox=[32, 2176, 64, 2188]
new-board-text: Ἡ γενικὴ συνέλευσις τῶν μελῶν τῆς Ἑταιρείας Ἑλλήνων Λογοτεχνῶν ἐξέλεξε νέον διοικητικὸν συμβούλιον. bbox=[650, 968, 850, 1008]
crossword-cell bbox=[1023, 914, 1043, 934]
doctor-text: Δέχεται καθημερινῶς 5 - 8 μ.μ. Ὁδὸς Ἀκαδημίας 42. Τηλ. 610.816. bbox=[907, 1269, 1078, 1295]
signature-gm bbox=[1037, 1272, 1127, 1286]
serial-author-box bbox=[32, 2149, 451, 2173]
crossword-cell bbox=[1003, 874, 1023, 894]
masthead bbox=[30, 66, 863, 136]
crossword-clues-box bbox=[864, 999, 1123, 1209]
lecture-text: Πρόσφατα μεταρρυθμίσεις ἔγιναν στὴ δημόσια διοίκηση τῆς Γαλλίας, ποὺ ἀποτελοῦν ἀντικείμενο μελέτης καὶ γιὰ τὴ χώρα μας. Μὲ τὸ θέμα αὐτὸ θὰ ὁμιλήσῃ ὁ κ. Λουὶ Μασσὼν, καθηγητὴς τοῦ Πανεπιστημίου τῶν Παρισίων, αὔριον στὴν αἴθουσα τοῦ Γαλλικοῦ Ἰνστιτούτου. bbox=[1426, 1434, 1566, 1581]
crossword-cell bbox=[1063, 954, 1083, 973]
